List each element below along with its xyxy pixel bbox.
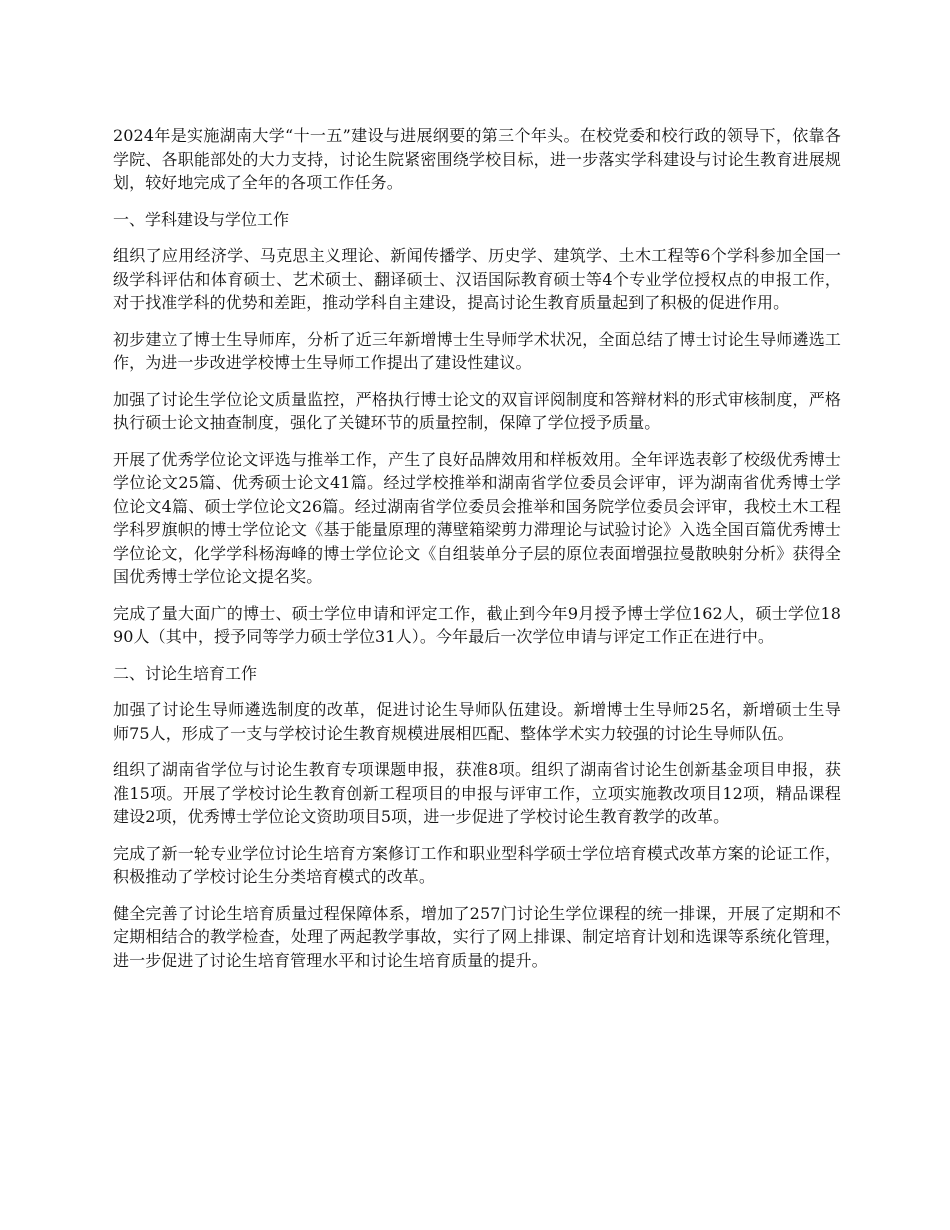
paragraph: 健全完善了讨论生培育质量过程保障体系，增加了257门讨论生学位课程的统一排课，开展了定期和不定期相结合的教学检查，处理了两起教学事故，实行了网上排课、制定培育计划和选课等系统化管理，进一步促进了讨论生培育管理水平和讨论生培育质量的提升。 <box>113 903 841 970</box>
paragraph: 开展了优秀学位论文评选与推举工作，产生了良好品牌效用和样板效用。全年评选表彰了校级优秀博士学位论文25篇、优秀硕士论文41篇。经过学校推举和湖南省学位委员会评审，评为湖南省优秀博士学位论文4篇、硕士学位论文26篇。经过湖南省学位委员会推举和国务院学位委员会评审，我校土木工程学科罗旗帜的博士学位论文《基于能量原理的薄壁箱梁剪力滞理论与试验讨论》入选全国百篇优秀博士学位论文，化学学科杨海峰的博士学位论文《自组装单分子层的原位表面增强拉曼散映射分析》获得全国优秀博士学位论文提名奖。 <box>113 449 841 586</box>
paragraph: 加强了讨论生导师遴选制度的改革，促进讨论生导师队伍建设。新增博士生导师25名，新增硕士生导师75人，形成了一支与学校讨论生教育规模进展相匹配、整体学术实力较强的讨论生导师队伍。 <box>113 700 841 743</box>
section-heading-discipline: 一、学科建设与学位工作 <box>113 209 290 229</box>
paragraph: 初步建立了博士生导师库，分析了近三年新增博士生导师学术状况，全面总结了博士讨论生导师遴选工作，为进一步改进学校博士生导师工作提出了建设性建议。 <box>113 329 841 372</box>
paragraph: 完成了新一轮专业学位讨论生培育方案修订工作和职业型科学硕士学位培育模式改革方案的论证工作，积极推动了学校讨论生分类培育模式的改革。 <box>113 843 841 886</box>
section-heading-training: 二、讨论生培育工作 <box>113 663 258 683</box>
paragraph: 组织了应用经济学、马克思主义理论、新闻传播学、历史学、建筑学、土木工程等6个学科参加全国一级学科评估和体育硕士、艺术硕士、翻译硕士、汉语国际教育硕士等4个专业学位授权点的申报工作，对于找准学科的优势和差距，推动学科自主建设，提高讨论生教育质量起到了积极的促进作用。 <box>113 246 841 312</box>
paragraph: 组织了湖南省学位与讨论生教育专项课题申报，获准8项。组织了湖南省讨论生创新基金项目申报，获准15项。开展了学校讨论生教育创新工程项目的申报与评审工作，立项实施教改项目12项，精品课程建设2项，优秀博士学位论文资助项目5项，进一步促进了学校讨论生教育教学的改革。 <box>113 760 841 826</box>
document-page <box>113 124 841 985</box>
intro-paragraph: 2024年是实施湖南大学“十一五”建设与进展纲要的第三个年头。在校党委和校行政的领导下，依靠各学院、各职能部处的大力支持，讨论生院紧密围绕学校目标，进一步落实学科建设与讨论生教育进展规划，较好地完成了全年的各项工作任务。 <box>113 126 841 192</box>
paragraph: 加强了讨论生学位论文质量监控，严格执行博士论文的双盲评阅制度和答辩材料的形式审核制度，严格执行硕士论文抽查制度，强化了关键环节的质量控制，保障了学位授予质量。 <box>113 389 841 432</box>
paragraph: 完成了量大面广的博士、硕士学位申请和评定工作，截止到今年9月授予博士学位162人，硕士学位1890人（其中，授予同等学力硕士学位31人）。今年最后一次学位申请与评定工作正在进行中。 <box>113 603 841 646</box>
